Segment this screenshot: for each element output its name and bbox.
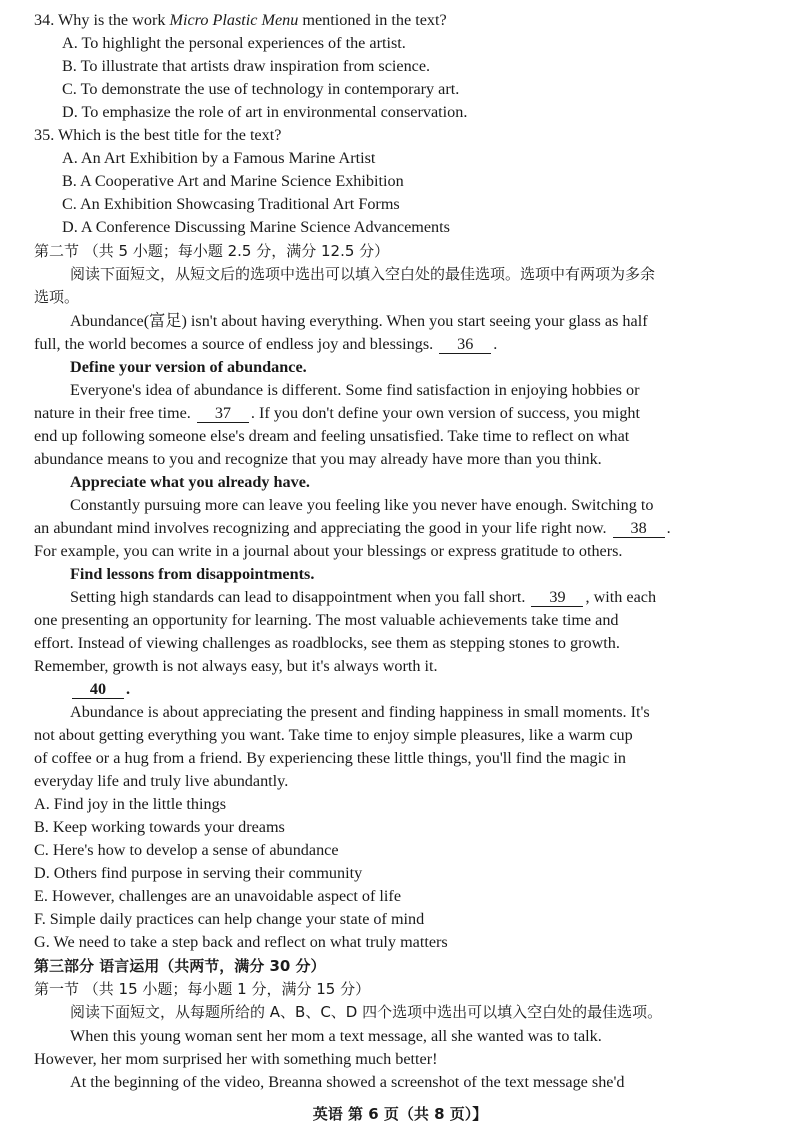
passage-line: full, the world becomes a source of endless joy and blessings. 36 . — [34, 335, 498, 353]
q35-option-a: A. An Art Exhibition by a Famous Marine Artist — [62, 149, 376, 167]
q34-option-b: B. To illustrate that artists draw inspiration from science. — [62, 57, 431, 75]
choice-b: B. Keep working towards your dreams — [34, 818, 285, 836]
q34-option-d: D. To emphasize the role of art in environmental conservation. — [62, 103, 468, 121]
passage-heading: Define your version of abundance. — [70, 358, 307, 376]
blank-39: 39 — [531, 588, 583, 607]
blank-37: 37 — [197, 404, 249, 423]
choice-g: G. We need to take a step back and reflect on what truly matters — [34, 933, 448, 951]
passage-line: Remember, growth is not always easy, but it's always worth it. — [34, 657, 438, 675]
question-34-stem: 34. Why is the work Micro Plastic Menu mentioned in the text? — [34, 11, 447, 29]
passage-line: For example, you can write in a journal about your blessings or express gratitude to others. — [34, 542, 623, 560]
section-2-header: 第二节 （共 5 小题；每小题 2.5 分，满分 12.5 分） — [34, 242, 390, 260]
passage-line: However, her mom surprised her with something much better! — [34, 1050, 438, 1068]
section-2-instructions: 阅读下面短文，从短文后的选项中选出可以填入空白处的最佳选项。选项中有两项为多余 — [70, 265, 656, 283]
blank-38: 38 — [613, 519, 665, 538]
part-3-header: 第三部分 语言运用（共两节，满分 30 分） — [34, 957, 326, 975]
passage-line: not about getting everything you want. Take time to enjoy simple pleasures, like a warm cup — [34, 726, 633, 744]
choice-d: D. Others find purpose in serving their community — [34, 864, 363, 882]
blank-36: 36 — [439, 335, 491, 354]
q34-option-c: C. To demonstrate the use of technology in contemporary art. — [62, 80, 460, 98]
passage-line: Constantly pursuing more can leave you feeling like you never have enough. Switching to — [70, 496, 654, 514]
passage-line: nature in their free time. 37 . If you don't define your own version of success, you might — [34, 404, 641, 422]
passage-line: Setting high standards can lead to disappointment when you fall short. 39 , with each — [70, 588, 657, 606]
q35-option-d: D. A Conference Discussing Marine Science Advancements — [62, 218, 450, 236]
question-35-stem: 35. Which is the best title for the text? — [34, 126, 282, 144]
passage-line: end up following someone else's dream and feeling unsatisfied. Take time to reflect on what — [34, 427, 630, 445]
q35-option-b: B. A Cooperative Art and Marine Science Exhibition — [62, 172, 404, 190]
choice-a: A. Find joy in the little things — [34, 795, 227, 813]
page-footer: 英语 第 6 页（共 8 页）】 — [312, 1105, 488, 1123]
passage-line: When this young woman sent her mom a text message, all she wanted was to talk. — [70, 1027, 602, 1045]
choice-c: C. Here's how to develop a sense of abundance — [34, 841, 339, 859]
passage-heading: Appreciate what you already have. — [70, 473, 310, 491]
passage-line: Everyone's idea of abundance is different. Some find satisfaction in enjoying hobbies or — [70, 381, 640, 399]
section-2-instructions-cont: 选项。 — [34, 288, 80, 306]
q35-option-c: C. An Exhibition Showcasing Traditional Art Forms — [62, 195, 400, 213]
passage-line: effort. Instead of viewing challenges as roadblocks, see them as stepping stones to growth. — [34, 634, 620, 652]
passage-line: one presenting an opportunity for learning. The most valuable achievements take time and — [34, 611, 619, 629]
passage-line: an abundant mind involves recognizing and appreciating the good in your life right now. 38 . — [34, 519, 671, 537]
passage-line: abundance means to you and recognize that you may already have more than you think. — [34, 450, 602, 468]
passage-line: Abundance(富足) isn't about having everything. When you start seeing your glass as half — [70, 312, 648, 330]
part-3-section-1-header: 第一节 （共 15 小题；每小题 1 分，满分 15 分） — [34, 980, 371, 998]
passage-heading: Find lessons from disappointments. — [70, 565, 315, 583]
blank-40: 40 — [72, 680, 124, 699]
passage-line: everyday life and truly live abundantly. — [34, 772, 289, 790]
choice-e: E. However, challenges are an unavoidable aspect of life — [34, 887, 402, 905]
choice-f: F. Simple daily practices can help change your state of mind — [34, 910, 425, 928]
passage-line: Abundance is about appreciating the present and finding happiness in small moments. It's — [70, 703, 650, 721]
q34-option-a: A. To highlight the personal experiences of the artist. — [62, 34, 406, 52]
part-3-instructions: 阅读下面短文，从每题所给的 A、B、C、D 四个选项中选出可以填入空白处的最佳选项。 — [70, 1003, 663, 1021]
passage-line: of coffee or a hug from a friend. By experiencing these little things, you'll find the magic in — [34, 749, 626, 767]
passage-heading-blank: 40 . — [70, 678, 130, 701]
passage-line: At the beginning of the video, Breanna showed a screenshot of the text message she'd — [70, 1073, 625, 1091]
